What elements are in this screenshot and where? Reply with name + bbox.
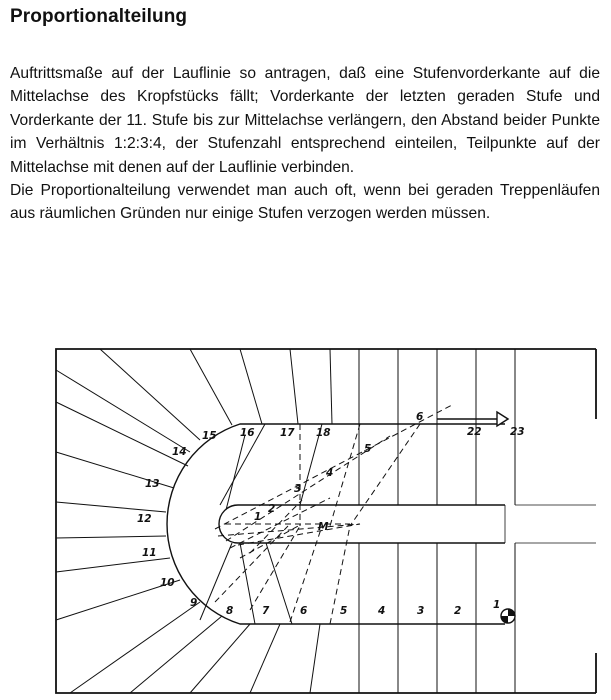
step-number: 14 bbox=[172, 446, 187, 458]
step-number: 8 bbox=[226, 605, 234, 617]
step-number: 9 bbox=[190, 597, 198, 609]
division-point: 6 bbox=[416, 411, 424, 423]
division-point: 2 bbox=[268, 503, 276, 515]
step-number: 23 bbox=[510, 426, 525, 438]
step-number: 13 bbox=[145, 478, 160, 490]
well-edge bbox=[219, 505, 505, 543]
step-number: 18 bbox=[316, 427, 331, 439]
stair-diagram-svg bbox=[0, 340, 611, 700]
division-point: 1 bbox=[254, 511, 262, 523]
step-number: 11 bbox=[142, 547, 157, 559]
stair-diagram bbox=[0, 340, 611, 700]
paragraph-1: Auftrittsmaße auf der Lauflinie so antragen, daß eine Stufenvorderkante auf die Mittelachse des Kropfstücks fällt; Vorderkante der letzten geraden Stufe und Vorderkante der 11. Stufe bis zur Mittelachse verlängern, den Abstand beider Punkte im Verhältnis 1:2:3:4, der Stufenzahl entsprechend einteilen, Teilpunkte auf der Mittelachse mit denen auf der Lauflinie verbinden. bbox=[10, 65, 600, 176]
bottom-straight-steps bbox=[359, 543, 596, 693]
step-number: 15 bbox=[202, 430, 217, 442]
paragraph-2: Die Proportionalteilung verwendet man auch oft, wenn bei geraden Treppenläufen aus räumlichen Gründen nur einige Stufen verzogen werden müssen. bbox=[10, 182, 600, 223]
step-number: 16 bbox=[240, 427, 255, 439]
step-number: 17 bbox=[280, 427, 295, 439]
division-point: 5 bbox=[364, 443, 372, 455]
division-point: 4 bbox=[326, 467, 334, 479]
page-title: Proportionalteilung bbox=[10, 6, 188, 27]
step-number: 22 bbox=[467, 426, 482, 438]
step-number: 2 bbox=[454, 605, 462, 617]
center-point: M bbox=[318, 521, 329, 533]
step-number: 6 bbox=[300, 605, 308, 617]
winder-steps bbox=[56, 349, 332, 693]
step-number: 1 bbox=[493, 599, 501, 611]
division-point: 3 bbox=[294, 483, 302, 495]
step-number: 4 bbox=[378, 605, 386, 617]
step-number: 3 bbox=[417, 605, 425, 617]
step-number: 7 bbox=[262, 605, 270, 617]
step-number: 10 bbox=[160, 577, 175, 589]
start-marker-icon bbox=[501, 609, 515, 623]
step-number: 5 bbox=[340, 605, 348, 617]
body-text bbox=[10, 62, 600, 226]
step-number: 12 bbox=[137, 513, 152, 525]
step-numbers bbox=[137, 411, 525, 617]
